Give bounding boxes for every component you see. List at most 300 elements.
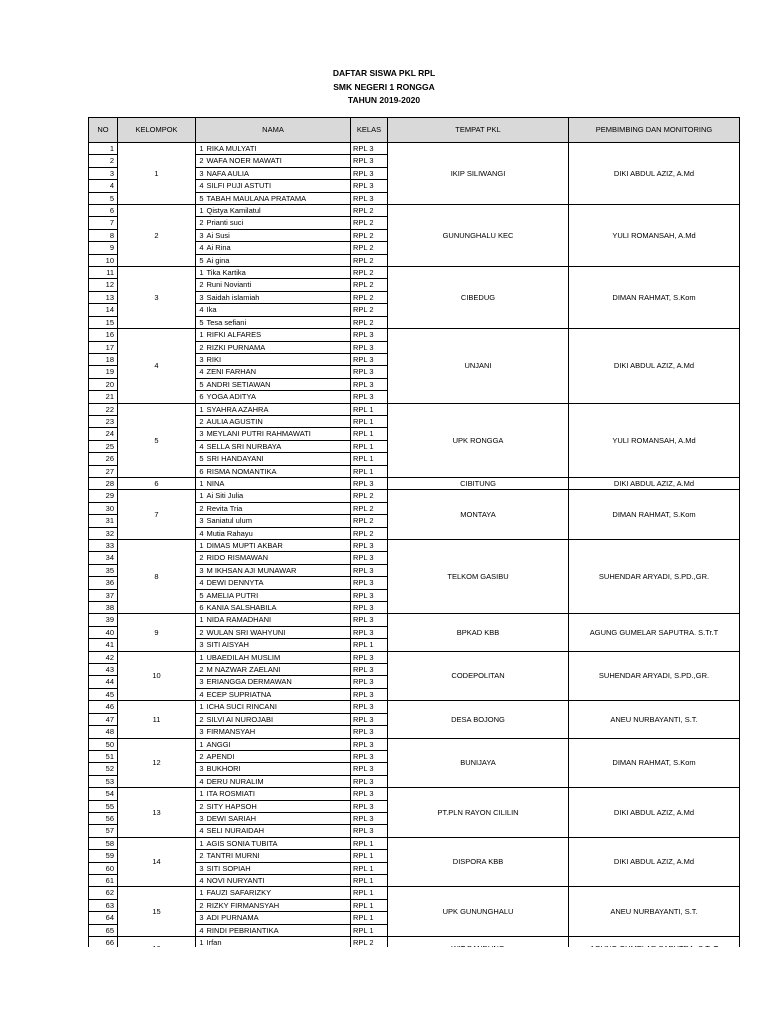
student-name: NINA	[206, 477, 351, 489]
student-name: Ai Rina	[206, 242, 351, 254]
supervisor: DIMAN RAHMAT, S.Kom	[569, 490, 740, 540]
group-number: 9	[118, 614, 196, 651]
row-number: 33	[89, 540, 118, 552]
supervisor: ANEU NURBAYANTI, S.T.	[569, 887, 740, 937]
student-name: Saniatul ulum	[206, 515, 351, 527]
member-index: 6	[196, 465, 206, 477]
group-number: 5	[118, 403, 196, 477]
student-name: RIKA MULYATI	[206, 143, 351, 155]
member-index: 1	[196, 651, 206, 663]
student-class: RPL 3	[351, 738, 388, 750]
row-number: 4	[89, 180, 118, 192]
table-row	[89, 403, 740, 415]
member-index: 1	[196, 614, 206, 626]
student-name: Tesa sefiani	[206, 316, 351, 328]
header-nama: NAMA	[196, 118, 351, 143]
member-index: 3	[196, 812, 206, 824]
member-index: 1	[196, 540, 206, 552]
row-number: 12	[89, 279, 118, 291]
member-index: 2	[196, 899, 206, 911]
member-index: 1	[196, 143, 206, 155]
member-index: 4	[196, 242, 206, 254]
student-class: RPL 3	[351, 477, 388, 489]
student-class: RPL 3	[351, 192, 388, 204]
row-number: 18	[89, 353, 118, 365]
supervisor: SUHENDAR ARYADI, S.PD.,GR.	[569, 651, 740, 701]
member-index: 1	[196, 701, 206, 713]
student-name: RIZKY FIRMANSYAH	[206, 899, 351, 911]
supervisor: DIMAN RAHMAT, S.Kom	[569, 738, 740, 788]
student-name: WAFA NOER MAWATI	[206, 155, 351, 167]
member-index: 3	[196, 229, 206, 241]
internship-place: CODEPOLITAN	[388, 651, 569, 701]
student-class: RPL 3	[351, 155, 388, 167]
student-name: SELI NURAIDAH	[206, 825, 351, 837]
row-number: 29	[89, 490, 118, 502]
student-class: RPL 3	[351, 577, 388, 589]
student-class: RPL 1	[351, 887, 388, 899]
row-number: 27	[89, 465, 118, 477]
member-index: 1	[196, 887, 206, 899]
student-name: Prianti suci	[206, 217, 351, 229]
row-number: 20	[89, 378, 118, 390]
row-number: 23	[89, 415, 118, 427]
student-name: SILFI PUJI ASTUTI	[206, 180, 351, 192]
student-name: ECEP SUPRIATNA	[206, 688, 351, 700]
student-class: RPL 1	[351, 862, 388, 874]
student-class: RPL 3	[351, 378, 388, 390]
row-number: 3	[89, 167, 118, 179]
row-number: 57	[89, 825, 118, 837]
student-name: WULAN SRI WAHYUNI	[206, 626, 351, 638]
row-number: 42	[89, 651, 118, 663]
student-name: M NAZWAR ZAELANI	[206, 664, 351, 676]
row-number: 59	[89, 850, 118, 862]
row-number: 21	[89, 391, 118, 403]
row-number: 45	[89, 688, 118, 700]
school-name: SMK NEGERI 1 RONGGA	[333, 82, 435, 92]
row-number: 24	[89, 428, 118, 440]
student-name: Runi Novianti	[206, 279, 351, 291]
member-index: 4	[196, 366, 206, 378]
student-class: RPL 3	[351, 775, 388, 787]
student-class: RPL 3	[351, 763, 388, 775]
table-row	[89, 651, 740, 663]
student-class: RPL 3	[351, 552, 388, 564]
student-name: DEWI SARIAH	[206, 812, 351, 824]
supervisor: DIKI ABDUL AZIZ, A.Md	[569, 329, 740, 403]
row-number: 1	[89, 143, 118, 155]
row-number: 5	[89, 192, 118, 204]
row-number: 46	[89, 701, 118, 713]
student-name: ITA ROSMIATI	[206, 788, 351, 800]
member-index: 4	[196, 440, 206, 452]
group-number: 6	[118, 477, 196, 489]
row-number: 41	[89, 639, 118, 651]
member-index: 2	[196, 217, 206, 229]
row-number: 61	[89, 874, 118, 886]
row-number: 44	[89, 676, 118, 688]
student-name: Qistya Kamilatul	[206, 205, 351, 217]
member-index: 4	[196, 775, 206, 787]
student-class: RPL 2	[351, 527, 388, 539]
member-index: 5	[196, 453, 206, 465]
member-index: 3	[196, 428, 206, 440]
student-class: RPL 2	[351, 254, 388, 266]
group-number: 11	[118, 701, 196, 738]
student-name: Irfan	[206, 937, 351, 949]
row-number: 11	[89, 267, 118, 279]
member-index: 4	[196, 527, 206, 539]
student-name: RINDI PEBRIANTIKA	[206, 924, 351, 936]
student-class: RPL 3	[351, 788, 388, 800]
member-index: 3	[196, 353, 206, 365]
member-index: 5	[196, 254, 206, 266]
table-row	[89, 837, 740, 849]
student-class: RPL 3	[351, 713, 388, 725]
document-title: DAFTAR SISWA PKL RPL	[332, 68, 436, 78]
student-class: RPL 3	[351, 540, 388, 552]
student-class: RPL 2	[351, 316, 388, 328]
internship-place: BUNIJAYA	[388, 738, 569, 788]
row-number: 51	[89, 750, 118, 762]
student-class: RPL 2	[351, 937, 388, 949]
student-class: RPL 1	[351, 403, 388, 415]
student-name: ANGGI	[206, 738, 351, 750]
student-name: AMELIA PUTRI	[206, 589, 351, 601]
group-number: 15	[118, 887, 196, 937]
supervisor: YULI ROMANSAH, A.Md	[569, 403, 740, 477]
member-index: 3	[196, 515, 206, 527]
internship-place: UNJANI	[388, 329, 569, 403]
row-number: 56	[89, 812, 118, 824]
student-name: Ai Susi	[206, 229, 351, 241]
row-number: 14	[89, 304, 118, 316]
member-index: 5	[196, 316, 206, 328]
row-number: 8	[89, 229, 118, 241]
member-index: 2	[196, 155, 206, 167]
row-number: 25	[89, 440, 118, 452]
table-row	[89, 267, 740, 279]
table-row	[89, 540, 740, 552]
student-class: RPL 1	[351, 453, 388, 465]
student-class: RPL 3	[351, 143, 388, 155]
student-name: Revita Tria	[206, 502, 351, 514]
student-name: TANTRI MURNI	[206, 850, 351, 862]
row-number: 43	[89, 664, 118, 676]
student-name: RIDO RISMAWAN	[206, 552, 351, 564]
member-index: 3	[196, 912, 206, 924]
group-number: 10	[118, 651, 196, 701]
row-number: 19	[89, 366, 118, 378]
supervisor: DIKI ABDUL AZIZ, A.Md	[569, 143, 740, 205]
student-class: RPL 3	[351, 564, 388, 576]
row-number: 39	[89, 614, 118, 626]
student-name: RIFKI ALFARES	[206, 329, 351, 341]
row-number: 40	[89, 626, 118, 638]
group-number: 1	[118, 143, 196, 205]
member-index: 6	[196, 602, 206, 614]
member-index: 4	[196, 924, 206, 936]
supervisor: SUHENDAR ARYADI, S.PD.,GR.	[569, 540, 740, 614]
member-index: 4	[196, 180, 206, 192]
member-index: 3	[196, 291, 206, 303]
student-class: RPL 3	[351, 701, 388, 713]
row-number: 15	[89, 316, 118, 328]
table-row	[89, 143, 740, 155]
student-class: RPL 1	[351, 639, 388, 651]
row-number: 66	[89, 937, 118, 949]
row-number: 22	[89, 403, 118, 415]
student-name: Saidah islamiah	[206, 291, 351, 303]
row-number: 58	[89, 837, 118, 849]
group-number: 4	[118, 329, 196, 403]
student-class: RPL 1	[351, 899, 388, 911]
row-number: 2	[89, 155, 118, 167]
student-class: RPL 2	[351, 291, 388, 303]
student-name: Ai gina	[206, 254, 351, 266]
student-class: RPL 3	[351, 812, 388, 824]
member-index: 2	[196, 750, 206, 762]
row-number: 26	[89, 453, 118, 465]
member-index: 4	[196, 688, 206, 700]
row-number: 62	[89, 887, 118, 899]
student-class: RPL 3	[351, 626, 388, 638]
student-class: RPL 2	[351, 490, 388, 502]
row-number: 53	[89, 775, 118, 787]
student-class: RPL 2	[351, 229, 388, 241]
student-name: RISMA NOMANTIKA	[206, 465, 351, 477]
row-number: 54	[89, 788, 118, 800]
row-number: 38	[89, 602, 118, 614]
member-index: 1	[196, 267, 206, 279]
student-name: ERIANGGA DERMAWAN	[206, 676, 351, 688]
student-class: RPL 2	[351, 304, 388, 316]
member-index: 4	[196, 304, 206, 316]
student-class: RPL 1	[351, 850, 388, 862]
student-name: MEYLANI PUTRI RAHMAWATI	[206, 428, 351, 440]
student-name: UBAEDILAH MUSLIM	[206, 651, 351, 663]
student-class: RPL 1	[351, 924, 388, 936]
row-number: 32	[89, 527, 118, 539]
table-row	[89, 329, 740, 341]
member-index: 5	[196, 589, 206, 601]
student-class: RPL 2	[351, 217, 388, 229]
student-class: RPL 2	[351, 515, 388, 527]
student-class: RPL 3	[351, 651, 388, 663]
member-index: 3	[196, 862, 206, 874]
row-number: 35	[89, 564, 118, 576]
student-name: TABAH MAULANA PRATAMA	[206, 192, 351, 204]
student-class: RPL 3	[351, 341, 388, 353]
internship-place: IKIP SILIWANGI	[388, 143, 569, 205]
member-index: 6	[196, 391, 206, 403]
table-row	[89, 205, 740, 217]
student-name: Mutia Rahayu	[206, 527, 351, 539]
row-number: 31	[89, 515, 118, 527]
row-number: 64	[89, 912, 118, 924]
student-class: RPL 3	[351, 353, 388, 365]
member-index: 3	[196, 639, 206, 651]
supervisor: DIMAN RAHMAT, S.Kom	[569, 267, 740, 329]
member-index: 1	[196, 403, 206, 415]
row-number: 48	[89, 726, 118, 738]
internship-place: PT.PLN RAYON CILILIN	[388, 788, 569, 838]
table-row	[89, 701, 740, 713]
student-class: RPL 3	[351, 688, 388, 700]
academic-year: TAHUN 2019-2020	[347, 95, 421, 105]
internship-place: UPK RONGGA	[388, 403, 569, 477]
group-number: 13	[118, 788, 196, 838]
row-number: 9	[89, 242, 118, 254]
group-number: 2	[118, 205, 196, 267]
student-name: SILVI AI NUROJABI	[206, 713, 351, 725]
internship-place: MONTAYA	[388, 490, 569, 540]
student-name: M IKHSAN AJI MUNAWAR	[206, 564, 351, 576]
group-number: 8	[118, 540, 196, 614]
student-name: SYAHRA AZAHRA	[206, 403, 351, 415]
student-class: RPL 3	[351, 750, 388, 762]
row-number: 37	[89, 589, 118, 601]
student-name: Ai Siti Julia	[206, 490, 351, 502]
row-number: 50	[89, 738, 118, 750]
supervisor: ANEU NURBAYANTI, S.T.	[569, 701, 740, 738]
member-index: 1	[196, 329, 206, 341]
student-class: RPL 1	[351, 440, 388, 452]
supervisor: DIKI ABDUL AZIZ, A.Md	[569, 788, 740, 838]
student-name: SITI AISYAH	[206, 639, 351, 651]
student-class: RPL 3	[351, 676, 388, 688]
table-row	[89, 887, 740, 899]
student-name: FAUZI SAFARIZKY	[206, 887, 351, 899]
student-class: RPL 3	[351, 726, 388, 738]
member-index: 1	[196, 738, 206, 750]
internship-place: BPKAD KBB	[388, 614, 569, 651]
row-number: 55	[89, 800, 118, 812]
row-number: 7	[89, 217, 118, 229]
student-name: Ika	[206, 304, 351, 316]
header-tempat: TEMPAT PKL	[388, 118, 569, 143]
internship-place: UPK GUNUNGHALU	[388, 887, 569, 937]
header-kelas: KELAS	[351, 118, 388, 143]
student-table	[88, 117, 740, 962]
table-row	[89, 788, 740, 800]
student-class: RPL 3	[351, 614, 388, 626]
member-index: 3	[196, 726, 206, 738]
student-class: RPL 3	[351, 602, 388, 614]
student-name: DEWI DENNYTA	[206, 577, 351, 589]
internship-place: CIBITUNG	[388, 477, 569, 489]
member-index: 4	[196, 825, 206, 837]
student-class: RPL 1	[351, 465, 388, 477]
student-class: RPL 3	[351, 800, 388, 812]
student-class: RPL 1	[351, 428, 388, 440]
student-name: Tika Kartika	[206, 267, 351, 279]
header-no: NO	[89, 118, 118, 143]
row-number: 65	[89, 924, 118, 936]
row-number: 52	[89, 763, 118, 775]
student-class: RPL 3	[351, 366, 388, 378]
student-name: DERU NURALIM	[206, 775, 351, 787]
table-row	[89, 477, 740, 489]
row-number: 34	[89, 552, 118, 564]
student-name: YOGA ADITYA	[206, 391, 351, 403]
member-index: 3	[196, 763, 206, 775]
row-number: 10	[89, 254, 118, 266]
student-name: NOVI NURYANTI	[206, 874, 351, 886]
member-index: 1	[196, 477, 206, 489]
row-number: 16	[89, 329, 118, 341]
row-number: 63	[89, 899, 118, 911]
member-index: 5	[196, 378, 206, 390]
student-class: RPL 2	[351, 242, 388, 254]
member-index: 5	[196, 192, 206, 204]
row-number: 13	[89, 291, 118, 303]
supervisor: AGUNG GUMELAR SAPUTRA. S.Tr.T	[569, 614, 740, 651]
student-name: DIMAS MUPTI AKBAR	[206, 540, 351, 552]
member-index: 1	[196, 788, 206, 800]
member-index: 2	[196, 552, 206, 564]
student-name: NAFA AULIA	[206, 167, 351, 179]
member-index: 2	[196, 279, 206, 291]
supervisor: DIKI ABDUL AZIZ, A.Md	[569, 477, 740, 489]
student-name: ANDRI SETIAWAN	[206, 378, 351, 390]
student-name: AULIA AGUSTIN	[206, 415, 351, 427]
member-index: 4	[196, 577, 206, 589]
row-number: 60	[89, 862, 118, 874]
student-name: BUKHORI	[206, 763, 351, 775]
student-class: RPL 2	[351, 205, 388, 217]
group-number: 12	[118, 738, 196, 788]
student-name: SITI SOPIAH	[206, 862, 351, 874]
member-index: 1	[196, 837, 206, 849]
member-index: 3	[196, 564, 206, 576]
member-index: 2	[196, 664, 206, 676]
group-number: 14	[118, 837, 196, 887]
student-class: RPL 3	[351, 167, 388, 179]
internship-place: TELKOM GASIBU	[388, 540, 569, 614]
student-class: RPL 1	[351, 837, 388, 849]
page-bottom-margin	[0, 947, 768, 1024]
member-index: 4	[196, 874, 206, 886]
student-class: RPL 2	[351, 502, 388, 514]
student-name: SRI HANDAYANI	[206, 453, 351, 465]
student-class: RPL 3	[351, 589, 388, 601]
internship-place: DISPORA KBB	[388, 837, 569, 887]
member-index: 1	[196, 937, 206, 949]
table-row	[89, 738, 740, 750]
member-index: 3	[196, 167, 206, 179]
student-name: KANIA SALSHABILA	[206, 602, 351, 614]
internship-place: CIBEDUG	[388, 267, 569, 329]
member-index: 2	[196, 341, 206, 353]
student-class: RPL 3	[351, 391, 388, 403]
internship-place: DESA BOJONG	[388, 701, 569, 738]
student-class: RPL 2	[351, 267, 388, 279]
student-name: RIKI	[206, 353, 351, 365]
student-class: RPL 2	[351, 279, 388, 291]
group-number: 3	[118, 267, 196, 329]
header-row	[89, 118, 740, 143]
student-name: AGIS SONIA TUBITA	[206, 837, 351, 849]
student-name: SELLA SRI NURBAYA	[206, 440, 351, 452]
row-number: 47	[89, 713, 118, 725]
header-pembimbing: PEMBIMBING DAN MONITORING	[569, 118, 740, 143]
member-index: 1	[196, 490, 206, 502]
student-name: ZENI FARHAN	[206, 366, 351, 378]
student-class: RPL 1	[351, 874, 388, 886]
row-number: 6	[89, 205, 118, 217]
